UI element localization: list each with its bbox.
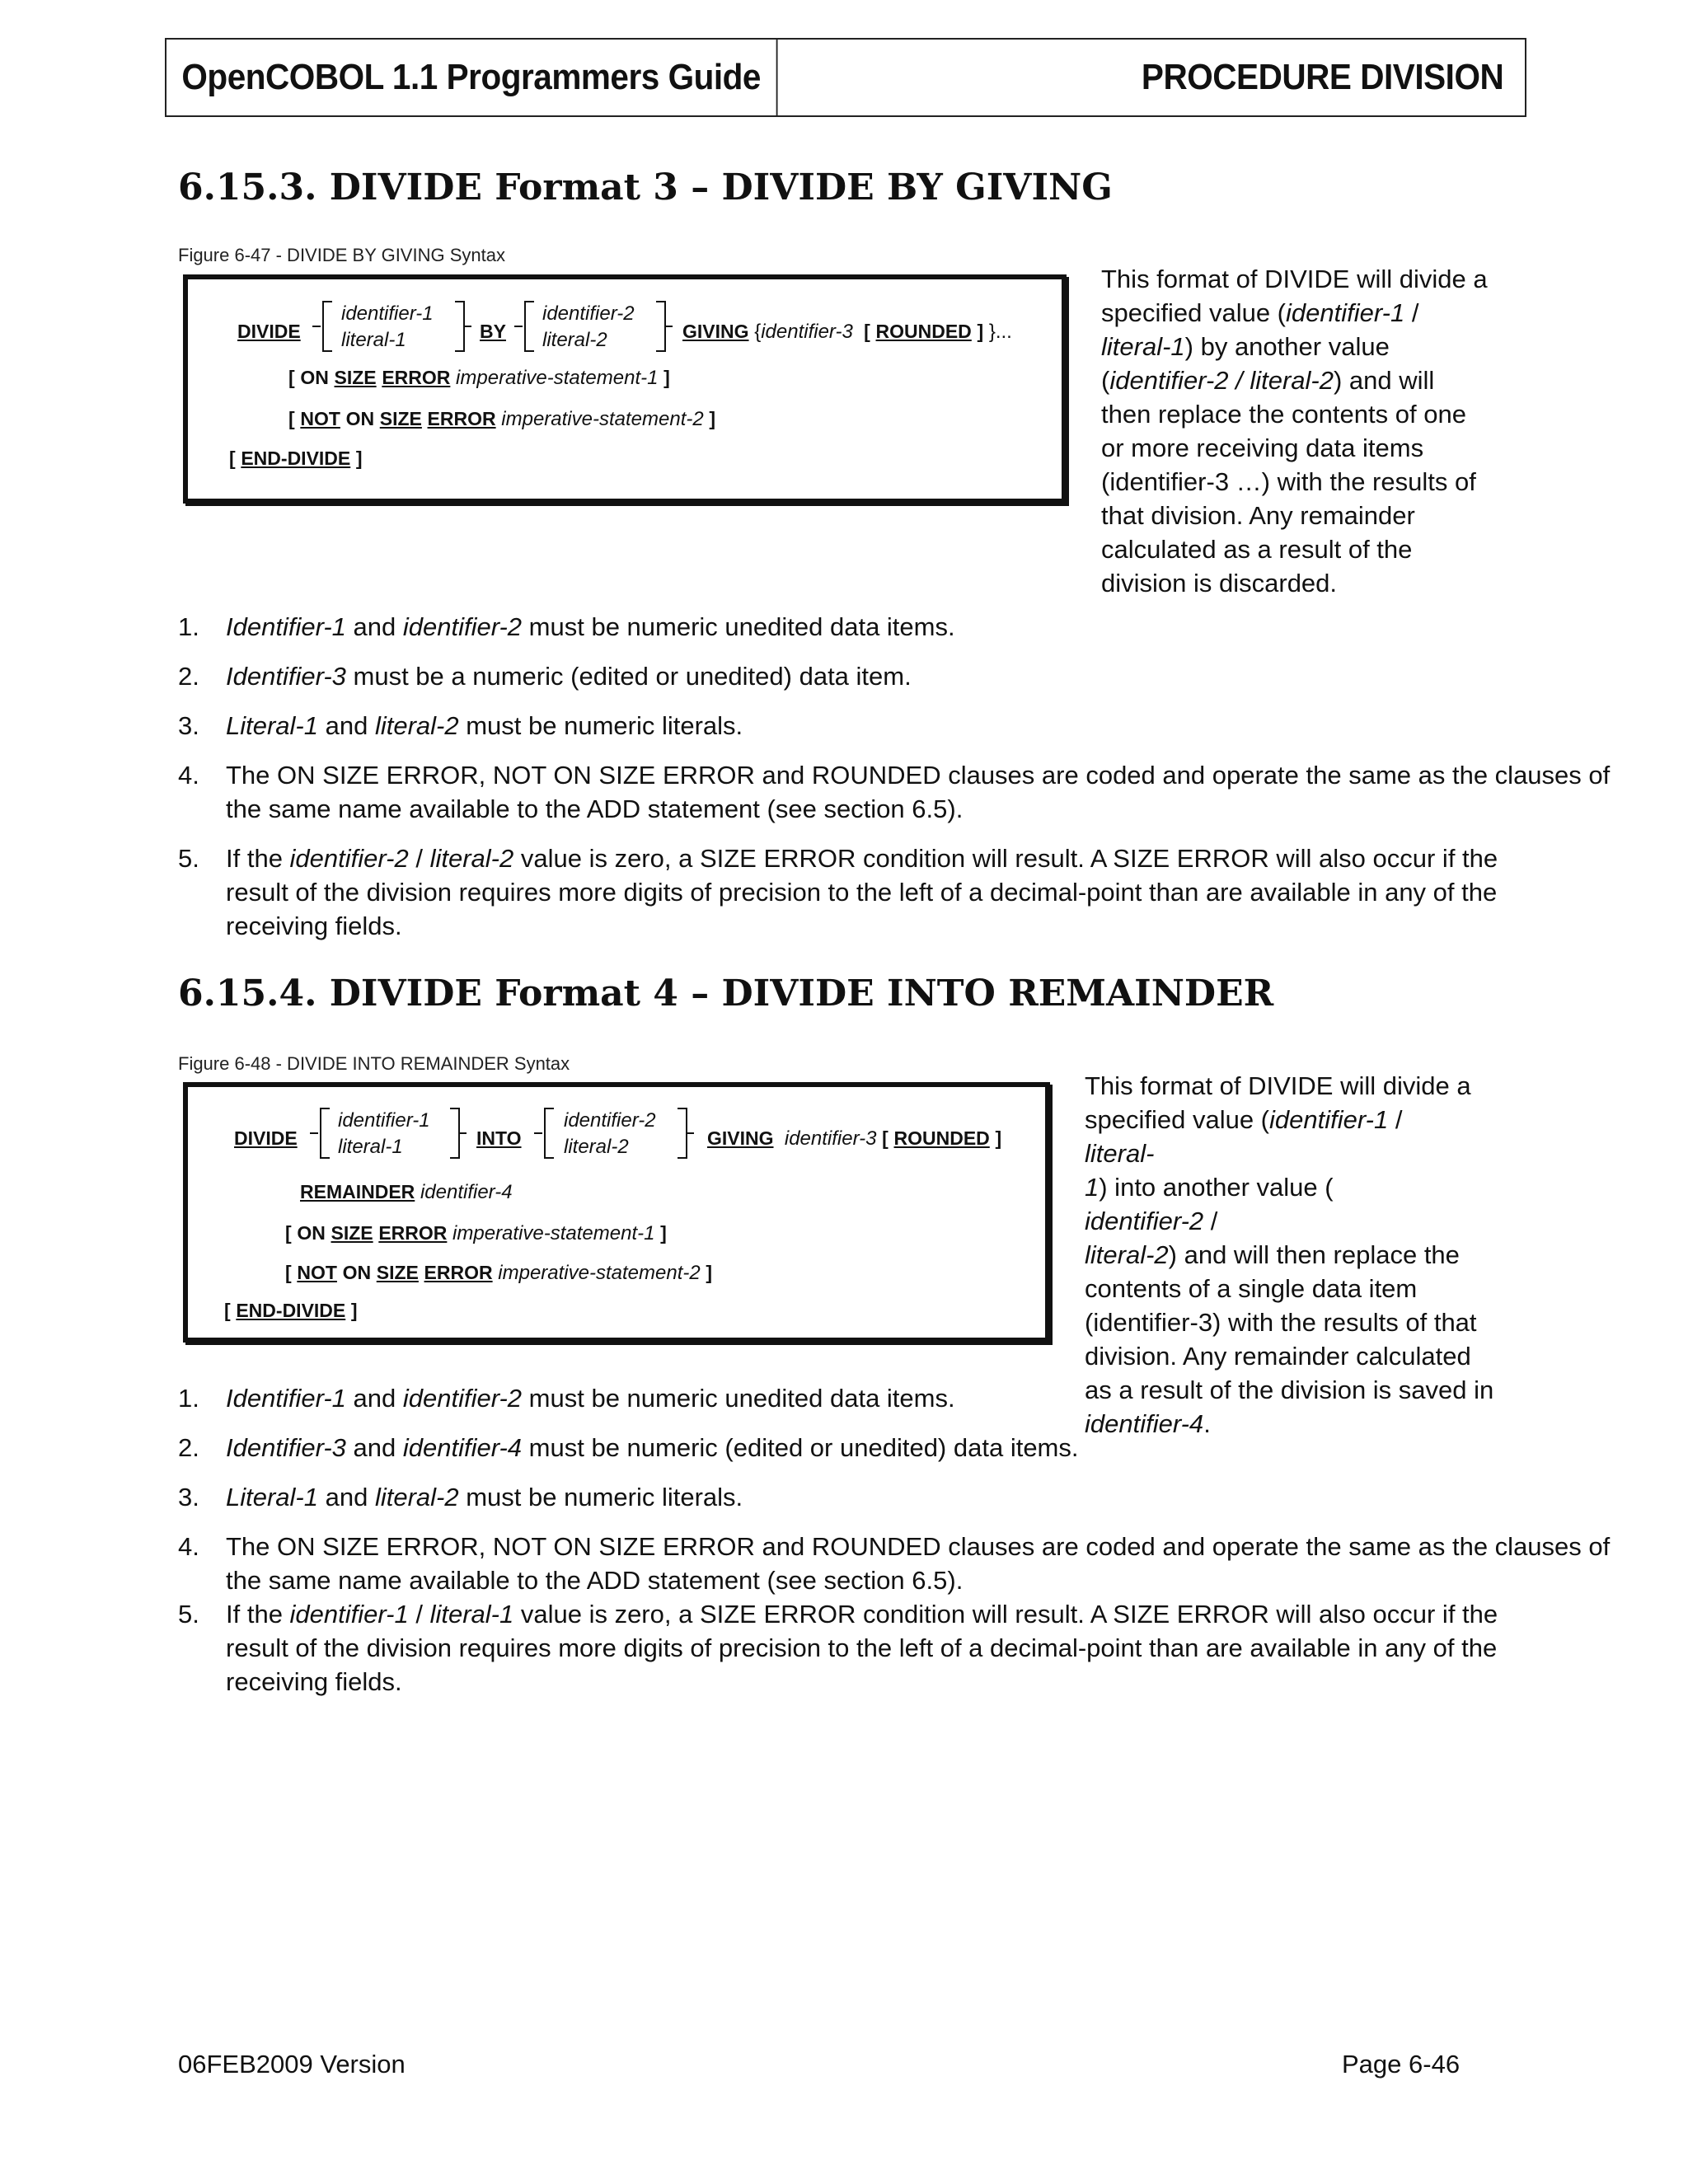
syntax-box-divide-into-remainder <box>183 1082 1050 1343</box>
rule-text: Identifier-1 and identifier-2 must be numeric unedited data items. <box>226 612 955 641</box>
left-brace-icon <box>524 301 534 352</box>
keyword-size: SIZE <box>334 367 377 388</box>
brace-point-icon <box>463 326 471 327</box>
operand1-literal: literal-1 <box>341 329 406 351</box>
rule-text: If the identifier-1 / literal-1 value is zero, a SIZE ERROR condition will result. A SIZE ERROR will also occur if the <box>226 1600 1498 1629</box>
identifier-3: identifier-3 <box>784 1127 877 1150</box>
rule-text: result of the division requires more digits of precision to the left of a decimal-point than are available in any of the <box>226 1633 1498 1662</box>
operand2-literal: literal-2 <box>542 329 607 351</box>
rule-number: 5. <box>178 1600 199 1629</box>
rule-item <box>178 709 1513 743</box>
description-line: identifier-2 / <box>1085 1207 1218 1235</box>
rule-text: Identifier-3 must be a numeric (edited or unedited) data item. <box>226 662 912 691</box>
guide-title: OpenCOBOL 1.1 Programmers Guide <box>166 40 778 115</box>
bracket-open: [ <box>285 1222 292 1244</box>
brace-point-icon <box>534 1132 542 1134</box>
rule-text: receiving fields. <box>226 912 402 940</box>
keyword-end-divide: END-DIVIDE <box>236 1300 346 1321</box>
close-curly-repeat: }... <box>988 321 1012 343</box>
operand1-identifier: identifier-1 <box>338 1109 430 1132</box>
section-heading-divide-format-4: 6.15.4. DIVIDE Format 4 – DIVIDE INTO REMAINDER <box>178 972 1274 1015</box>
rule-item <box>178 758 1611 826</box>
description-line: literal-1) by another value <box>1101 332 1390 361</box>
description-line: literal-2) and will then replace the <box>1085 1240 1460 1269</box>
not-on-size-error-line <box>288 408 715 431</box>
figure-caption-6-48: Figure 6-48 - DIVIDE INTO REMAINDER Syntax <box>178 1053 570 1074</box>
page-header <box>165 38 1526 117</box>
rule-text: the same name available to the ADD statement (see section 6.5). <box>226 794 964 823</box>
description-line: contents of a single data item <box>1085 1274 1418 1303</box>
rule-text: the same name available to the ADD statement (see section 6.5). <box>226 1566 964 1595</box>
bracket-close: ] <box>350 1300 358 1321</box>
keyword-error: ERROR <box>424 1262 493 1283</box>
operand1-literal: literal-1 <box>338 1136 403 1158</box>
figure-caption-6-47: Figure 6-47 - DIVIDE BY GIVING Syntax <box>178 245 505 265</box>
keyword-on: ON <box>342 1262 372 1283</box>
rule-item <box>178 1381 1513 1415</box>
description-line: specified value (identifier-1 / <box>1085 1105 1403 1134</box>
rule-text: Identifier-1 and identifier-2 must be numeric unedited data items. <box>226 1384 955 1413</box>
rule-item <box>178 610 1513 644</box>
description-line: as a result of the division is saved in <box>1085 1376 1494 1404</box>
end-divide-line <box>229 448 363 471</box>
keyword-into: INTO <box>476 1127 522 1149</box>
rule-number: 1. <box>178 1384 199 1413</box>
bracket-close: ] <box>977 321 984 342</box>
division-title: PROCEDURE DIVISION <box>1141 57 1504 97</box>
rule-text: receiving fields. <box>226 1667 402 1696</box>
description-line: identifier-4. <box>1085 1409 1211 1438</box>
syntax-box-divide-by-giving <box>183 274 1067 504</box>
brace-point-icon <box>310 1132 318 1134</box>
keyword-not: NOT <box>297 1262 337 1283</box>
keyword-size: SIZE <box>379 408 422 429</box>
bracket-close: ] <box>995 1127 1002 1149</box>
left-brace-icon <box>322 301 332 352</box>
footer-page-number: Page 6-46 <box>1342 2050 1461 2079</box>
keyword-rounded: ROUNDED <box>875 321 972 342</box>
keyword-on: ON <box>345 408 375 429</box>
description-line: (identifier-3 …) with the results of <box>1101 467 1476 496</box>
description-line: calculated as a result of the <box>1101 535 1413 564</box>
description-line: then replace the contents of one <box>1101 400 1466 429</box>
description-line: division is discarded. <box>1101 569 1338 598</box>
left-brace-icon <box>544 1108 554 1159</box>
imperative-statement: imperative-statement-2 <box>498 1262 701 1284</box>
format-3-rules-list <box>178 610 1611 943</box>
keyword-by: BY <box>480 321 506 342</box>
open-curly: { <box>754 321 762 343</box>
rule-number: 4. <box>178 1532 199 1561</box>
keyword-error: ERROR <box>427 408 496 429</box>
operand2-identifier: identifier-2 <box>564 1109 656 1132</box>
giving-clause <box>682 321 1012 344</box>
description-line: literal- <box>1085 1139 1155 1168</box>
description-line: 1) into another value ( <box>1085 1173 1334 1202</box>
rule-text: The ON SIZE ERROR, NOT ON SIZE ERROR and ROUNDED clauses are coded and operate the same as the clauses of <box>226 1532 1611 1561</box>
rule-text: Identifier-3 and identifier-4 must be numeric (edited or unedited) data items. <box>226 1433 1079 1462</box>
keyword-divide: DIVIDE <box>234 1127 298 1149</box>
bracket-open: [ <box>288 367 295 388</box>
operand1-identifier: identifier-1 <box>341 302 434 325</box>
format-3-description <box>1101 262 1488 600</box>
rule-text: If the identifier-2 / literal-2 value is zero, a SIZE ERROR condition will result. A SIZE ERROR will also occur if the <box>226 844 1498 873</box>
operand2-literal: literal-2 <box>564 1136 629 1158</box>
bracket-open: [ <box>864 321 870 342</box>
brace-point-icon <box>312 326 321 327</box>
brace-point-icon <box>514 326 523 327</box>
rule-item <box>178 659 1513 693</box>
description-line: This format of DIVIDE will divide a <box>1101 265 1488 293</box>
keyword-on: ON <box>297 1222 326 1244</box>
keyword-not: NOT <box>300 408 340 429</box>
description-line: (identifier-2 / literal-2) and will <box>1101 366 1435 395</box>
rule-item <box>178 1530 1611 1597</box>
section-heading-divide-format-3: 6.15.3. DIVIDE Format 3 – DIVIDE BY GIVING <box>178 166 1113 209</box>
bracket-open: [ <box>285 1262 292 1283</box>
brace-point-icon <box>686 1132 694 1134</box>
bracket-open: [ <box>229 448 236 469</box>
bracket-close: ] <box>709 408 716 429</box>
rule-number: 1. <box>178 612 199 641</box>
rule-text: Literal-1 and literal-2 must be numeric literals. <box>226 1483 743 1511</box>
rule-item <box>178 1597 1513 1699</box>
keyword-on: ON <box>300 367 329 388</box>
end-divide-line <box>224 1300 358 1323</box>
keyword-error: ERROR <box>382 367 451 388</box>
bracket-close: ] <box>706 1262 713 1283</box>
rule-number: 5. <box>178 844 199 873</box>
giving-clause <box>707 1127 1001 1151</box>
rule-number: 3. <box>178 1483 199 1511</box>
description-line: or more receiving data items <box>1101 434 1424 462</box>
description-line: division. Any remainder calculated <box>1085 1342 1471 1371</box>
keyword-remainder: REMAINDER <box>300 1181 415 1202</box>
rule-number: 2. <box>178 1433 199 1462</box>
operand2-identifier: identifier-2 <box>542 302 635 325</box>
bracket-close: ] <box>663 367 670 388</box>
description-line: specified value (identifier-1 / <box>1101 298 1419 327</box>
bracket-close: ] <box>660 1222 667 1244</box>
rule-text: Literal-1 and literal-2 must be numeric literals. <box>226 711 743 740</box>
description-line: This format of DIVIDE will divide a <box>1085 1071 1471 1100</box>
on-size-error-line <box>285 1222 667 1245</box>
brace-point-icon <box>664 326 673 327</box>
brace-point-icon <box>458 1132 467 1134</box>
not-on-size-error-line <box>285 1262 712 1285</box>
rule-item <box>178 1431 1513 1465</box>
description-line: that division. Any remainder <box>1101 501 1415 530</box>
description-line: (identifier-3) with the results of that <box>1085 1308 1477 1337</box>
bracket-open: [ <box>224 1300 231 1321</box>
bracket-close: ] <box>355 448 363 469</box>
rule-number: 4. <box>178 761 199 790</box>
keyword-end-divide: END-DIVIDE <box>241 448 351 469</box>
imperative-statement: imperative-statement-1 <box>456 367 659 389</box>
format-4-rules-list <box>178 1381 1611 1699</box>
rule-item <box>178 841 1513 943</box>
keyword-giving: GIVING <box>682 321 749 342</box>
rule-text: The ON SIZE ERROR, NOT ON SIZE ERROR and ROUNDED clauses are coded and operate the same as the clauses of <box>226 761 1611 790</box>
footer-version: 06FEB2009 Version <box>178 2050 406 2079</box>
rule-item <box>178 1480 1513 1514</box>
keyword-error: ERROR <box>378 1222 448 1244</box>
bracket-open: [ <box>288 408 295 429</box>
imperative-statement: imperative-statement-1 <box>452 1222 655 1244</box>
rule-number: 3. <box>178 711 199 740</box>
rule-number: 2. <box>178 662 199 691</box>
identifier-4: identifier-4 <box>420 1181 513 1203</box>
keyword-rounded: ROUNDED <box>893 1127 990 1149</box>
keyword-divide: DIVIDE <box>237 321 301 342</box>
keyword-size: SIZE <box>331 1222 373 1244</box>
left-brace-icon <box>320 1108 330 1159</box>
remainder-line <box>300 1181 513 1204</box>
bracket-open: [ <box>882 1127 889 1149</box>
on-size-error-line <box>288 367 670 390</box>
keyword-size: SIZE <box>376 1262 419 1283</box>
identifier-3: identifier-3 <box>761 321 853 343</box>
keyword-giving: GIVING <box>707 1127 774 1149</box>
rule-text: result of the division requires more digits of precision to the left of a decimal-point than are available in any of the <box>226 878 1498 907</box>
imperative-statement: imperative-statement-2 <box>501 408 704 430</box>
